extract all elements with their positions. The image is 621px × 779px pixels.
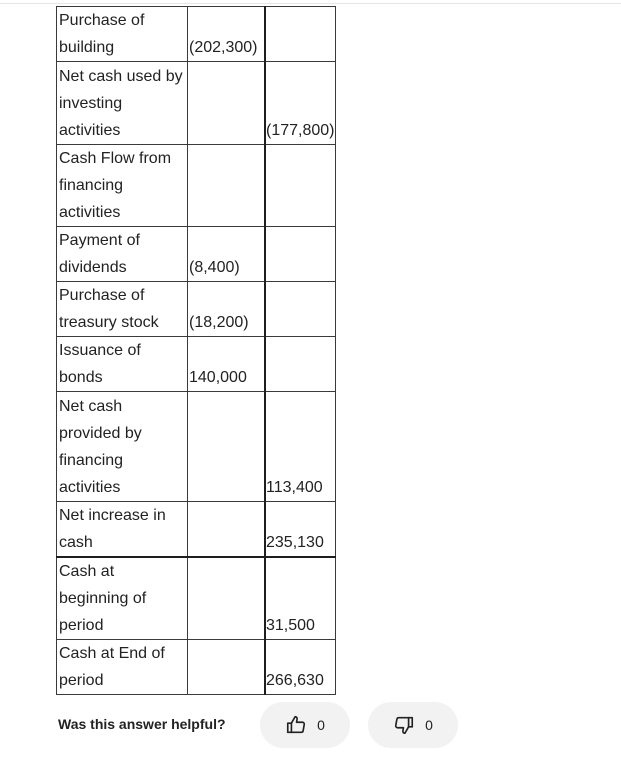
- upvote-count: 0: [317, 717, 325, 733]
- table-row: [57, 557, 336, 640]
- downvote-button[interactable]: [368, 702, 458, 748]
- table-row: [57, 502, 336, 558]
- table-row: [57, 145, 336, 227]
- row-amount: (8,400): [188, 227, 266, 282]
- thumbs-up-icon: [285, 714, 307, 736]
- feedback-bar: [58, 702, 478, 748]
- row-label: Cash Flow from financing activities: [57, 145, 188, 227]
- table-row: [57, 640, 336, 695]
- row-total: [265, 7, 335, 62]
- row-total: 235,130: [265, 502, 335, 558]
- row-amount: [188, 640, 266, 695]
- row-label: Net cash provided by financing activities: [57, 392, 188, 502]
- top-divider: [0, 3, 621, 4]
- row-total: [265, 145, 335, 227]
- row-label: Net cash used by investing activities: [57, 62, 188, 145]
- downvote-count: 0: [425, 717, 433, 733]
- table-row: [57, 7, 336, 62]
- row-total: [265, 337, 335, 392]
- feedback-question: Was this answer helpful?: [58, 716, 226, 732]
- table-row: [57, 62, 336, 145]
- row-label: Payment of dividends: [57, 227, 188, 282]
- row-label: Purchase of building: [57, 7, 188, 62]
- row-label: Cash at End of period: [57, 640, 188, 695]
- row-amount: 140,000: [188, 337, 266, 392]
- row-label: Purchase of treasury stock: [57, 282, 188, 337]
- table-row: [57, 392, 336, 502]
- upvote-button[interactable]: [260, 702, 350, 748]
- row-total: [265, 227, 335, 282]
- thumbs-down-icon: [393, 714, 415, 736]
- row-label: Net increase in cash: [57, 502, 188, 558]
- row-total: 31,500: [265, 557, 335, 640]
- cash-flow-table: [56, 6, 336, 695]
- table-row: [57, 227, 336, 282]
- row-label: Cash at beginning of period: [57, 557, 188, 640]
- row-amount: [188, 145, 266, 227]
- row-total: (177,800): [265, 62, 335, 145]
- row-total: 266,630: [265, 640, 335, 695]
- row-amount: (202,300): [188, 7, 266, 62]
- row-total: [265, 282, 335, 337]
- row-total: 113,400: [265, 392, 335, 502]
- row-amount: (18,200): [188, 282, 266, 337]
- table-row: [57, 282, 336, 337]
- row-amount: [188, 502, 266, 558]
- row-label: Issuance of bonds: [57, 337, 188, 392]
- table-row: [57, 337, 336, 392]
- row-amount: [188, 62, 266, 145]
- row-amount: [188, 557, 266, 640]
- row-amount: [188, 392, 266, 502]
